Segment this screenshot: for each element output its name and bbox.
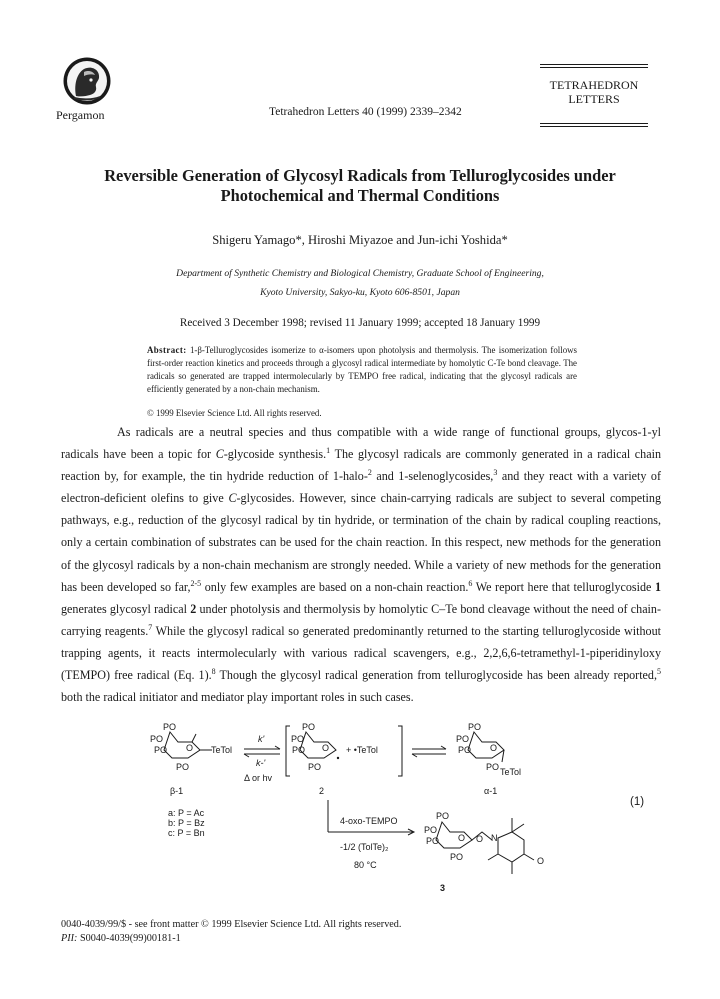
text-run: under photolysis and thermolysis by homolytic C–Te bond cleavage without the need of chain-carrying reagents. [61,601,661,638]
equilibrium-arrow [412,746,446,757]
article-title [60,166,660,205]
text-run: -glycosides. However, since chain-carrying radicals are subject to several competing pathways, e.g., reduction of the glycosyl radical by tin hydride, or termination of the chain by radical coupling reactions, only a certain combination of substrates can be used for the chain reaction. In this respect, new methods for the generation of the glycosyl radicals by a non-chain mechanism are strongly needed. While a variety of new methods for the generation has been developed so far, [61,491,661,594]
radical-species-label: + •TeTol [346,745,378,755]
abstract-copyright: © 1999 Elsevier Science Ltd. All rights reserved. [147,408,322,418]
ring-oxygen-label: O [458,833,466,843]
bracket-left [286,726,290,776]
substituent-definition: b: P = Bz [168,818,205,828]
text-run: As radicals are a neutral species and thus compatible with a wide range of functional groups, glycos-1-yl radicals have been a topic for [61,425,661,462]
header-rule [540,123,648,124]
pii-label: PII: [61,933,78,944]
journal-name: LETTERS [568,92,620,106]
pii-footer [61,933,181,944]
compound-ref: 1 [654,579,661,594]
protecting-group-label: PO [486,762,500,772]
text-run: and 1-selenoglycosides, [371,469,494,484]
conditions-label: Δ or hv [244,773,273,783]
equilibrium-arrow [244,746,280,757]
reaction-scheme [140,720,610,900]
citation-ref[interactable]: 6 [468,578,473,588]
text-run: generates glycosyl radical [61,601,191,616]
copyright-footer: 0040-4039/99/$ - see front matter © 1999 Elsevier Science Ltd. All rights reserved. [61,919,402,930]
protecting-group-label: PO [450,852,464,862]
text-run: C [228,491,237,506]
substituent-label: TeTol [211,745,233,755]
compound-ref: 2 [190,601,197,616]
citation-ref[interactable]: 3 [493,468,498,478]
title-line: Photochemical and Thermal Conditions [220,185,500,205]
alpha-telluroglycoside-structure [468,732,504,762]
title-line: Reversible Generation of Glycosyl Radicals from Telluroglycosides under [104,166,616,185]
journal-name: TETRAHEDRON [549,78,639,92]
affiliation: Department of Synthetic Chemistry and Biological Chemistry, Graduate School of Engineering, [176,268,544,279]
header-rule [540,126,648,127]
abstract-text: 1-β-Telluroglycosides isomerize to α-isomers upon photolysis and thermolysis. The isomerization follows first-order reaction kinetics and proceeds through a glycosyl radical intermediate by homolytic C-Te bond cleavage. The radicals so generated are trapped intermolecularly by TEMPO free radical, indicating that the glycosyl radicals are efficiently generated by a non-chain mechanism. [147,345,577,394]
radical-dot-icon [337,757,339,759]
protecting-group-label: PO [150,734,164,744]
citation-ref[interactable]: 1 [326,446,331,456]
protecting-group-label: PO [302,722,316,732]
rate-constant-label: k' [258,734,265,744]
bracket-right [398,726,402,776]
temperature-label: 80 °C [354,860,377,870]
authors: Shigeru Yamago*, Hiroshi Miyazoe and Jun-ichi Yoshida* [212,233,508,247]
text-run: and they react with a variety of electron-deficient olefins to give [61,469,662,506]
protecting-group-label: PO [154,745,168,755]
protecting-group-label: PO [468,722,482,732]
pii-value: S0040-4039(99)00181-1 [77,933,181,944]
text-run: -glycoside synthesis. [223,447,327,462]
ring-oxygen-label: O [322,743,330,753]
publisher-name: Pergamon [56,108,105,122]
byproduct-label: -1/2 (TolTe)₂ [340,842,389,852]
nitrogen-label: N [491,833,498,843]
citation-ref[interactable]: 2 [367,468,372,478]
ketone-oxygen-label: O [537,856,545,866]
citation-ref[interactable]: 7 [148,622,153,632]
header-rule [540,64,648,65]
protecting-group-label: PO [424,825,438,835]
body-paragraph [61,421,661,708]
ring-oxygen-label: O [186,743,194,753]
protecting-group-label: PO [176,762,190,772]
elsevier-logo-icon [62,56,112,106]
ring-oxygen-label: O [490,743,498,753]
compound-label: β-1 [170,786,184,796]
ring-oxygen-label: O [476,834,484,844]
equation-number: (1) [630,796,645,808]
text-run: The glycosyl radicals are commonly generated in a radical chain reaction by, for example, the tin hydride reduction of 1-halo- [61,447,661,484]
text-run: only few examples are based on a non-chain reaction. [201,579,469,594]
text-run: While the glycosyl radical so generated predominantly returned to the starting telluroglycoside without trapping agents, it reacts intermolecularly with various radical scavengers, e.g., 2,2,6,6-tetramethyl-1-piperidinyloxy (TEMPO) free radical (Eq. 1). [61,623,661,683]
citation-ref[interactable]: 5 [657,667,661,676]
protecting-group-label: PO [292,745,306,755]
text-run: Though the glycosyl radical generation from telluroglycoside has been already reported, [215,668,657,683]
glycosyl-radical-structure [300,732,336,758]
compound-label: α-1 [484,786,498,796]
substituent-definition: a: P = Ac [168,808,205,818]
body-text [61,421,661,708]
protecting-group-label: PO [458,745,472,755]
abstract-label: Abstract: [147,345,187,355]
protecting-group-label: PO [436,811,450,821]
affiliation: Kyoto University, Sakyo-ku, Kyoto 606-8501, Japan [260,287,460,298]
header-rule [540,67,648,68]
protecting-group-label: PO [291,734,305,744]
rate-constant-label: k-' [256,758,266,768]
journal-reference: Tetrahedron Letters 40 (1999) 2339–2342 [269,106,462,118]
protecting-group-label: PO [163,722,177,732]
tempo-adduct-structure [436,818,534,874]
citation-ref[interactable]: 8 [211,667,216,676]
citation-ref[interactable]: 2-5 [190,578,202,588]
text-run: both the radical initiator and mediator play important roles in such cases. [61,690,414,705]
substituent-label: TeTol [500,767,522,777]
received-dates: Received 3 December 1998; revised 11 January 1999; accepted 18 January 1999 [179,317,541,329]
protecting-group-label: PO [456,734,470,744]
protecting-group-label: PO [426,836,440,846]
abstract [147,344,577,396]
compound-label: 2 [319,786,325,796]
text-run: C [215,447,224,462]
protecting-group-label: PO [308,762,322,772]
substituent-definition: c: P = Bn [168,828,205,838]
reagent-label: 4-oxo-TEMPO [340,816,398,826]
compound-label: 3 [440,883,446,893]
text-run: We report here that telluroglycoside [472,579,655,594]
